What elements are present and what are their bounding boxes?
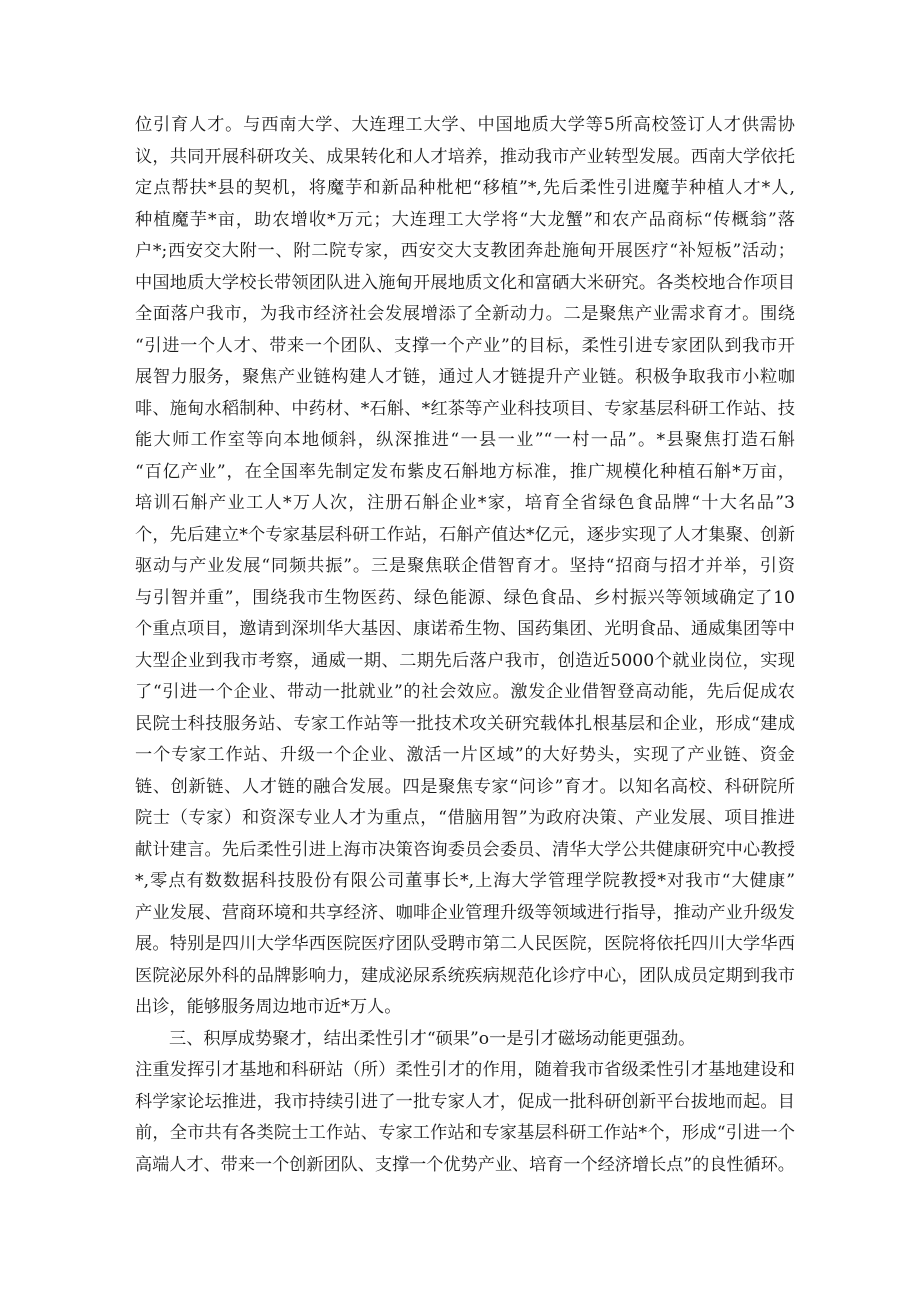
text-line: 院士（专家）和资深专业人才为重点，“借脑用智”为政府决策、产业发展、项目推进 (135, 808, 795, 828)
text-line: 出诊，能够服务周边地市近*万人。 (135, 997, 402, 1017)
text-line: 注重发挥引才基地和科研站（所）柔性引才的作用，随着我市省级柔性引才基地建设和 (135, 1060, 795, 1080)
text-line: 献计建言。先后柔性引进上海市决策咨询委员会委员、清华大学公共健康研究中心教授 (135, 840, 795, 860)
text-line: 议，共同开展科研攻关、成果转化和人才培养，推动我市产业转型发展。西南大学依托 (135, 147, 795, 167)
text-line: “百亿产业”，在全国率先制定发布紫皮石斛地方标准，推广规模化种植石斛*万亩， (135, 462, 795, 482)
text-line: “引进一个人才、带来一个团队、支撑一个产业”的目标，柔性引进专家团队到我市开 (135, 336, 795, 356)
text-line: 展智力服务，聚焦产业链构建人才链，通过人才链提升产业链。积极争取我市小粒咖 (135, 367, 795, 387)
text-line: *,零点有数数据科技股份有限公司董事长*,上海大学管理学院教授*对我市“大健康” (135, 871, 795, 891)
text-line: 展。特别是四川大学华西医院医疗团队受聘市第二人民医院，医院将依托四川大学华西 (135, 934, 795, 954)
text-line: 户*;西安交大附一、附二院专家，西安交大支教团奔赴施甸开展医疗“补短板”活动； (135, 241, 795, 261)
text-line: 民院士科技服务站、专家工作站等一批技术攻关研究载体扎根基层和企业，形成“建成 (135, 714, 795, 734)
text-line: 科学家论坛推进，我市持续引进了一批专家人才，促成一批科研创新平台拔地而起。目 (135, 1092, 795, 1112)
text-line: 驱动与产业发展“同频共振”。三是聚焦联企借智育才。坚持“招商与招才并举，引资 (135, 556, 795, 576)
text-line: 了“引进一个企业、带动一批就业”的社会效应。激发企业借智登高动能，先后促成农 (135, 682, 795, 702)
text-line: 培训石斛产业工人*万人次，注册石斛企业*家，培育全省绿色食品牌“十大名品”3 (135, 493, 795, 513)
text-line: 中国地质大学校长带领团队进入施甸开展地质文化和富硒大米研究。各类校地合作项目 (135, 273, 795, 293)
text-line: 前，全市共有各类院士工作站、专家工作站和专家基层科研工作站*个，形成“引进一个 (135, 1123, 795, 1143)
text-line: 高端人才、带来一个创新团队、支撑一个优势产业、培育一个经济增长点”的良性循环。 (135, 1155, 795, 1175)
text-line: 医院泌尿外科的品牌影响力，建成泌尿系统疾病规范化诊疗中心，团队成员定期到我市 (135, 966, 795, 986)
text-line: 与引智并重”，围绕我市生物医药、绿色能源、绿色食品、乡村振兴等领域确定了10 (135, 588, 795, 608)
section-heading-line: 三、积厚成势聚才，结出柔性引才“硕果”o一是引才磁场动能更强劲。 (169, 1029, 696, 1049)
text-line: 一个专家工作站、升级一个企业、激活一片区域”的大好势头，实现了产业链、资金 (135, 745, 795, 765)
text-line: 定点帮扶*县的契机，将魔芋和新品种枇杷“移植”*,先后柔性引进魔芋种植人才*人, (135, 178, 795, 198)
text-line: 位引育人才。与西南大学、大连理工大学、中国地质大学等5所高校签订人才供需协 (135, 115, 795, 135)
text-line: 链、创新链、人才链的融合发展。四是聚焦专家“问诊”育才。以知名高校、科研院所 (135, 777, 795, 797)
text-line: 啡、施甸水稻制种、中药材、*石斛、*红茶等产业科技项目、专家基层科研工作站、技 (135, 399, 795, 419)
text-line: 能大师工作室等向本地倾斜，纵深推进“一县一业”“一村一品”。*县聚焦打造石斛 (135, 430, 795, 450)
text-line: 个，先后建立*个专家基层科研工作站，石斛产值达*亿元，逐步实现了人才集聚、创新 (135, 525, 795, 545)
text-line: 产业发展、营商环境和共享经济、咖啡企业管理升级等领域进行指导，推动产业升级发 (135, 903, 795, 923)
text-line: 种植魔芋*亩，助农增收*万元；大连理工大学将“大龙蟹”和农产品商标“传概翁”落 (135, 210, 795, 230)
text-line: 全面落户我市，为我市经济社会发展增添了全新动力。二是聚焦产业需求育才。围绕 (135, 304, 795, 324)
text-line: 大型企业到我市考察，通威一期、二期先后落户我市，创造近5000个就业岗位，实现 (135, 651, 795, 671)
text-line: 个重点项目，邀请到深圳华大基因、康诺希生物、国药集团、光明食品、通威集团等中 (135, 619, 795, 639)
